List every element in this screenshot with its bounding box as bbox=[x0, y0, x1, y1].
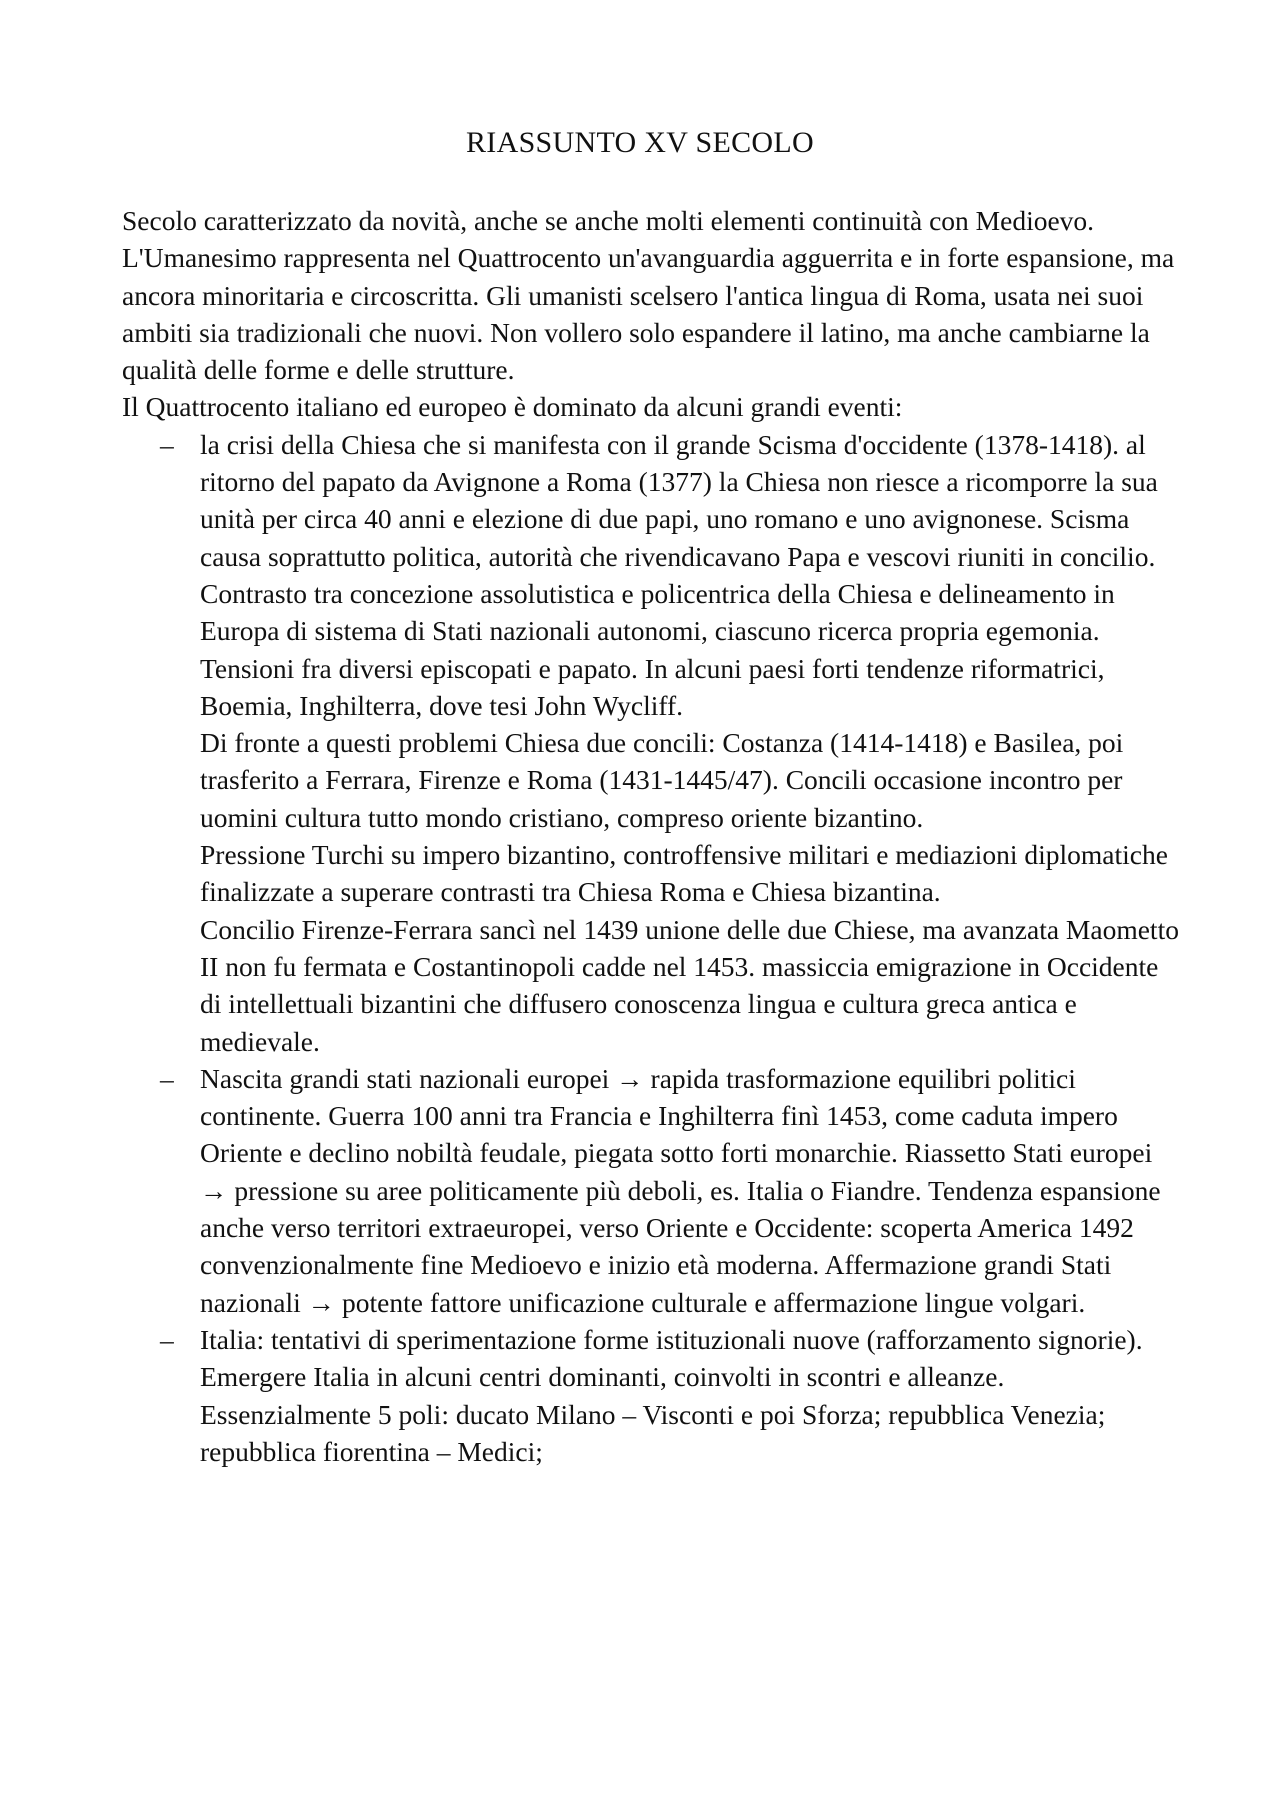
events-lead-paragraph: Il Quattrocento italiano ed europeo è dominato da alcuni grandi eventi: bbox=[122, 391, 903, 423]
bullet-dash: – bbox=[160, 1323, 174, 1355]
list-item bbox=[122, 1321, 1182, 1470]
bullet-dash: – bbox=[160, 1062, 174, 1094]
list-item-paragraph: Italia: tentativi di sperimentazione forme istituzionali nuove (rafforzamento signorie). Emergere Italia in alcuni centri dominanti, coinvolti in scontri e alleanze. Essenzialmente 5 poli: ducato Milano – Visconti e poi Sforza; repubblica Venezia; repubblica fiorentina – Medici; bbox=[200, 1323, 1143, 1467]
list-item-paragraph: Concilio Firenze-Ferrara sancì nel 1439 unione delle due Chiese, ma avanzata Maometto II non fu fermata e Costantinopoli cadde nel 1453. massiccia emigrazione in Occidente di intellettuali bizantini che diffusero conoscenza lingua e cultura greca antica e medievale. bbox=[200, 913, 1179, 1057]
list-item bbox=[122, 426, 1182, 1060]
bullet-dash: – bbox=[160, 428, 174, 460]
list-item-paragraph: la crisi della Chiesa che si manifesta con il grande Scisma d'occidente (1378-1418). al ritorno del papato da Avignone a Roma (1377) la Chiesa non riesce a ricomporre la sua unità per circa 40 anni e elezione di due papi, uno romano e uno avignonese. Scisma causa soprattutto politica, autorità che rivendicavano Papa e vescovi riuniti in concilio. Contrasto tra concezione assolutistica e policentrica della Chiesa e delineamento in Europa di sistema di Stati nazionali autonomi, ciascuno ricerca propria egemonia. Tensioni fra diversi episcopati e papato. In alcuni paesi forti tendenze riformatrici, Boemia, Inghilterra, dove tesi John Wycliff. bbox=[200, 428, 1158, 721]
list-item-paragraph: Pressione Turchi su impero bizantino, controffensive militari e mediazioni diplomatiche finalizzate a superare contrasti tra Chiesa Roma e Chiesa bizantina. bbox=[200, 839, 1168, 908]
list-item-paragraph: Nascita grandi stati nazionali europei → rapida trasformazione equilibri politici continente. Guerra 100 anni tra Francia e Inghilterra finì 1453, come caduta impero Oriente e declino nobiltà feudale, piegata sotto forti monarchie. Riassetto Stati europei → pressione su aree politicamente più deboli, es. Italia o Fiandre. Tendenza espansione anche verso territori extraeuropei, verso Oriente e Occidente: scoperta America 1492 convenzionalmente fine Medioevo e inizio età moderna. Affermazione grandi Stati nazionali → potente fattore unificazione culturale e affermazione lingue volgari. bbox=[200, 1062, 1161, 1318]
intro-paragraph: Secolo caratterizzato da novità, anche se anche molti elementi continuità con Medioevo. L'Umanesimo rappresenta nel Quattrocento un'avanguardia agguerrita e in forte espansione, ma ancora minoritaria e circoscritta. Gli umanisti scelsero l'antica lingua di Roma, usata nei suoi ambiti sia tradizionali che nuovi. Non vollero solo espandere il latino, ma anche cambiarne la qualità delle forme e delle strutture. bbox=[122, 205, 1175, 386]
page-title: RIASSUNTO XV SECOLO bbox=[466, 126, 814, 159]
document-body bbox=[122, 202, 1182, 1470]
list-item-paragraph: Di fronte a questi problemi Chiesa due concili: Costanza (1414-1418) e Basilea, poi trasferito a Ferrara, Firenze e Roma (1431-1445/47). Concili occasione incontro per uomini cultura tutto mondo cristiano, compreso oriente bizantino. bbox=[200, 727, 1124, 833]
events-list bbox=[122, 426, 1182, 1470]
list-item bbox=[122, 1060, 1182, 1321]
